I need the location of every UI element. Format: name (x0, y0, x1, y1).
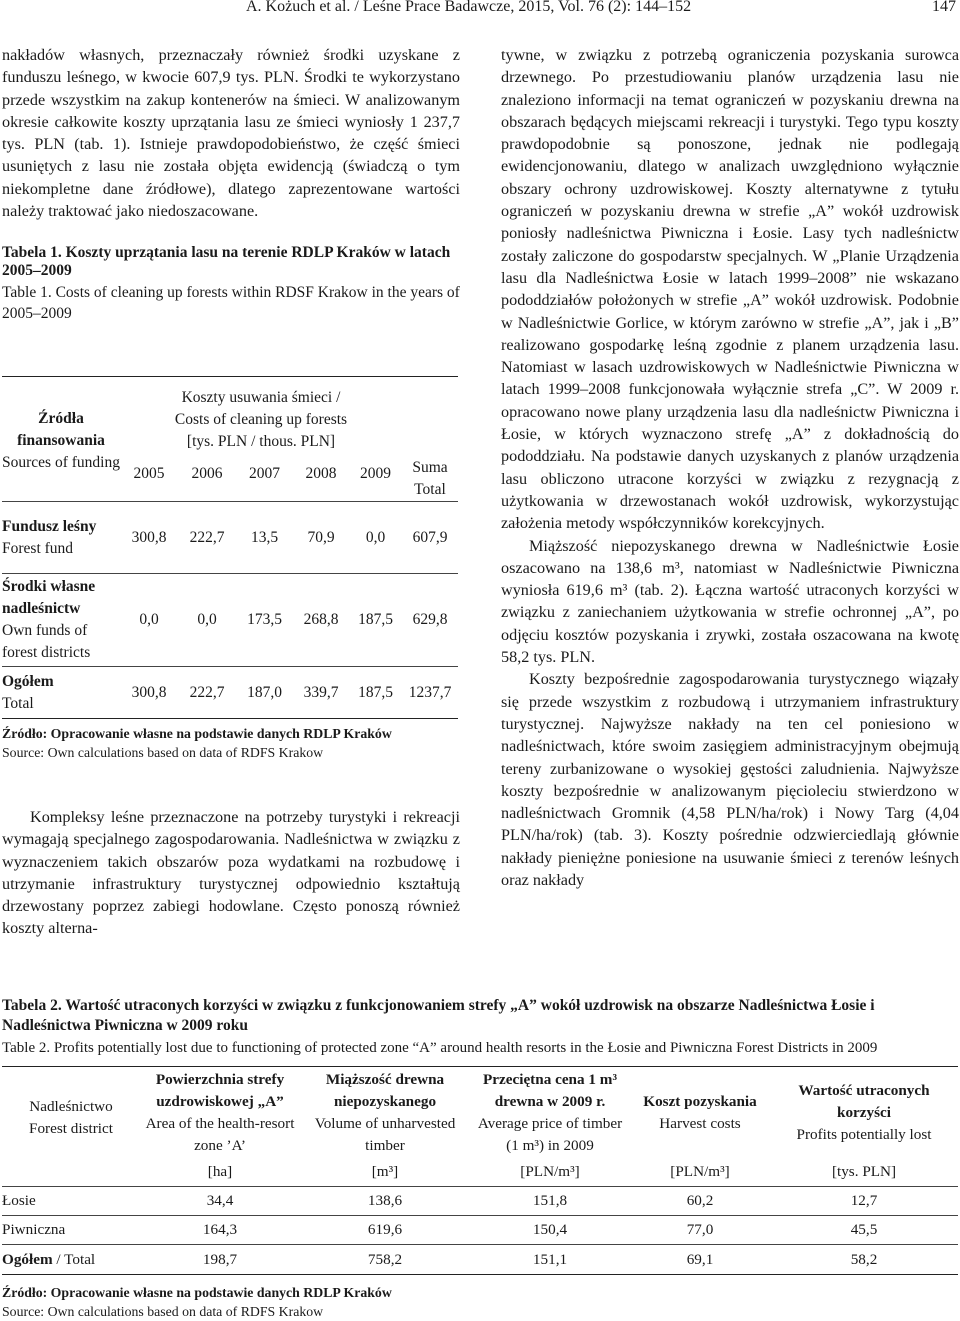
left-lower-text (2, 806, 460, 940)
table1-year: 2009 (360, 465, 391, 483)
table2-cell: 58,2 (850, 1250, 878, 1268)
table2-cell: 60,2 (686, 1192, 714, 1209)
table1-cell: 300,8 (131, 528, 167, 546)
table1-head-source-pl: Źródła finansowania (17, 410, 105, 449)
table2-head-col (300, 1067, 470, 1159)
table2-head-col (630, 1067, 770, 1159)
table2-source (2, 1283, 602, 1321)
table2-cell: 69,1 (686, 1250, 714, 1268)
table2-unit: [m³] (371, 1163, 399, 1181)
table2-source-pl: Źródło: Opracowanie własne na podstawie danych RDLP Kraków (2, 1285, 392, 1300)
page-number: 147 (932, 0, 956, 15)
table2-head-pl: Nadleśnictwo (29, 1097, 113, 1115)
table1-head-cost (120, 377, 402, 458)
table2-head-col (470, 1067, 630, 1159)
right-column (501, 44, 959, 891)
table1-cell: 300,8 (131, 683, 167, 701)
table1-cell-total: 1237,7 (408, 683, 452, 701)
table1-cell: 0,0 (139, 611, 159, 628)
table2-head-col (770, 1067, 958, 1159)
table-row (2, 502, 458, 574)
table1 (2, 376, 458, 719)
table2-head-pl: Przeciętna cena 1 m³ drewna w 2009 r. (482, 1070, 617, 1110)
table1-caption (2, 244, 460, 324)
table2-head-pl: Wartość utraconych korzyści (798, 1081, 930, 1121)
table2-head-en: Area of the health-resort zone ’A’ (145, 1114, 295, 1154)
table2-source-en: Source: Own calculations based on data of RDFS Krakow (2, 1304, 324, 1319)
table1-cell: 222,7 (189, 683, 225, 701)
table1-head-source-en: Sources of funding (2, 454, 120, 471)
table2-head-col (2, 1067, 140, 1159)
table1-row-label-en: Forest fund (2, 539, 74, 557)
table1-cell: 187,5 (358, 611, 393, 628)
table2-cell: 151,8 (532, 1192, 568, 1209)
table1-cell: 187,5 (358, 683, 393, 701)
table2-cell: 164,3 (202, 1221, 238, 1238)
running-title: A. Kożuch et al. / Leśne Prace Badawcze, 2015, Vol. 76 (2): 144–152 (246, 0, 692, 15)
table1-cell: 13,5 (250, 528, 279, 546)
table-row (2, 1216, 958, 1245)
table2-cell: 77,0 (686, 1221, 714, 1238)
table2-unit: [ha] (207, 1163, 233, 1181)
table2-cell: 758,2 (367, 1250, 403, 1268)
table1-cell: 268,8 (303, 611, 339, 628)
table2-cell: 45,5 (850, 1221, 878, 1238)
table2-cell: 12,7 (850, 1192, 878, 1209)
left-paragraph-1: nakładów własnych, przeznaczały również środki uzyskane z funduszu leśnego, w kwocie 607,9 tys. PLN. Środki te wykorzystano przede wszystkim na zakup kontenerów na śmieci. W analizowanym okresie całkowite koszty uprzątania lasu ze śmieci wyniosły 1 237,7 tys. PLN (tab. 1). Istnieje prawdopodobieństwo, że część śmieci usuniętych z lasu nie została objęta ewidencją (świadczą o tym niekompletne dane źródłowe), dlatego zaprezentowane wartości należy traktować jako niedoszacowane. (2, 46, 460, 221)
table1-source (2, 724, 460, 762)
table1-head-sum-pl: Suma (412, 459, 448, 476)
table-row (2, 574, 458, 667)
table1-year: 2006 (191, 465, 223, 483)
table2-unit: [PLN/m³] (520, 1163, 580, 1181)
table2-head-pl: Powierzchnia strefy uzdrowiskowej „A” (155, 1070, 285, 1110)
table1-row-label-en: Own funds of forest districts (2, 622, 91, 661)
table2-cell: 198,7 (202, 1250, 238, 1268)
table2-row-name-en: / Total (52, 1250, 96, 1268)
table2-cell: 619,6 (367, 1221, 403, 1238)
table2-row-name: Piwniczna (2, 1221, 66, 1238)
table1-cell: 70,9 (307, 528, 335, 546)
table1-year: 2005 (133, 465, 165, 483)
table2-unit: [PLN/m³] (670, 1163, 730, 1181)
table2-row-name: Łosie (2, 1192, 36, 1209)
table2-head-col (140, 1067, 300, 1159)
table1-cell-total: 629,8 (412, 611, 448, 628)
table2-cell: 150,4 (532, 1221, 568, 1238)
table2-head-en: Forest district (29, 1119, 113, 1137)
right-paragraph-2: Miąższość niepozyskanego drewna w Nadleśnictwie Łosie oszacowano na 138,6 m³, natomiast w Nadleśnictwie Piwniczna wyniosła 619,6 m³ (tab. 2). Łączna wartość utraconych korzyści w związku z zaniechaniem użytkowania w strefie ochronnej „A”, po odjęciu kosztów pozyskania i zrywki, została oszacowana na kwotę 58,2 tys. PLN. (501, 536, 959, 667)
right-paragraph-1: tywne, w związku z potrzebą ograniczenia pozyskania surowca drzewnego. Po przestudiowaniu planów urządzenia lasu nie znaleziono informacji na temat ograniczeń w pozyskaniu drewna na obszarach będących miejscami rekreacji i turystyki. Tego typu koszty prawdopodobnie są ponoszone, jednak nie podlegają ewidencjonowaniu, dlatego w analizach uwzględniono wyłącznie obszary ochrony uzdrowiskowej. Koszty alternatywne z tytułu ograniczeń w pozyskaniu drewna w strefie „A” wokół uzdrowisk poniosły nadleśnictwa Piwniczna i Łosie. Lasy tych nadleśnictw zostały zaliczone do gospodarstw specjalnych. W „Planie Urządzenia lasu dla Nadleśnictwa Łosie w latach 1999–2008” nie wskazano pododdziałów położonych w strefie „A” wokół uzdrowisk. Podobnie w Nadleśnictwie Gorlice, w którym zarówno w strefie „A”, jak i „B” realizowano gospodarkę leśną zgodnie z planem urządzenia lasu. Natomiast w lasach uzdrowiskowych w Nadleśnictwie Piwniczna w latach 1999–2008 funkcjonowała wyłącznie strefa „C”. W 2009 r. opracowano nowe plany urządzenia lasu dla nadleśnictw Piwniczna i Łosie, w których wyznaczono strefę „A” z dokładnością do pododdziału. Na podstawie danych uzyskanych z planów urządzenia lasu obliczono utracone korzyści w związku z rezygnacją z użytkowania w drzewostanach wokół uzdrowisk, wykorzystując założenia metody współczynników korekcyjnych. (501, 46, 959, 533)
table1-head-unit-pl: [tys. PLN (186, 433, 248, 451)
table1-cell: 187,0 (247, 683, 282, 701)
table2-cell: 138,6 (367, 1192, 403, 1209)
table2-head-en: Average price of timber (1 m³) in 2009 (477, 1114, 623, 1154)
left-paragraph-2: Kompleksy leśne przeznaczone na potrzeby turystyki i rekreacji wymagają specjalnego zagospodarowania. Nadleśnictwa w związku z wyznaczeniem takich obszarów poza wydatkami na rozbudowę i utrzymanie infrastruktury turystycznej odpowiednio kształtują drzewostany poprzez zabiegi hodowlane. Często ponoszą również koszty alterna- (2, 808, 460, 938)
table1-source-en: Source: Own calculations based on data of RDFS Krakow (2, 745, 324, 760)
left-column (2, 44, 460, 324)
table2-head-en: Harvest costs (659, 1114, 741, 1132)
table1-head-sum-en: Total (414, 481, 446, 498)
table1-cell: 173,5 (247, 611, 282, 628)
table1-row-label-pl: Ogółem (2, 672, 54, 690)
table2-head-pl: Miąższość drewna niepozyskanego (325, 1070, 445, 1110)
table1-caption-pl: Tabela 1. Koszty uprzątania lasu na terenie RDLP Kraków w latach 2005–2009 (2, 244, 451, 280)
table2 (2, 1066, 958, 1275)
table1-source-pl: Źródło: Opracowanie własne na podstawie danych RDLP Kraków (2, 726, 392, 741)
table1-row-label-pl: Środki własne nadleśnictw (2, 578, 96, 617)
table-row (2, 1245, 958, 1275)
table2-cell: 151,1 (532, 1250, 568, 1268)
table2-unit (2, 1159, 140, 1187)
table1-head-unit-en: / thous. PLN] (247, 433, 336, 451)
table-row (2, 1187, 958, 1216)
table1-year: 2007 (249, 465, 280, 483)
table2-head-en: Volume of unharvested timber (314, 1114, 456, 1154)
table1-head-source (2, 377, 120, 502)
table2-head-en: Profits potentially lost (796, 1125, 932, 1143)
table2-head-pl: Koszt pozyskania (643, 1092, 757, 1110)
table2-unit: [tys. PLN] (831, 1163, 897, 1181)
table1-cell: 0,0 (197, 611, 217, 628)
table2-caption (2, 996, 960, 1058)
table1-cell-total: 607,9 (412, 528, 448, 546)
table2-row-name: Ogółem (2, 1250, 53, 1268)
table2-cell: 34,4 (206, 1192, 234, 1209)
table-row (2, 667, 458, 719)
table2-caption-en: Table 2. Profits potentially lost due to functioning of protected zone “A” around health resorts in the Łosie and Piwniczna Forest Districts in 2009 (2, 1040, 878, 1056)
table1-year: 2008 (305, 465, 337, 483)
right-paragraph-3: Koszty bezpośrednie zagospodarowania turystycznego wiązały się przede wszystkim z rozbudową i utrzymaniem infrastruktury turystycznej. Najwyższe nakłady na ten cel poniesiono w nadleśnictwach, które swoim zasięgiem administracyjnym obejmują tereny zurbanizowane o wysokiej gęstości zaludnienia. Najwyższe koszty bezpośrednie w analizowanym pięcioleciu stwierdzono w nadleśnictwach Gromnik (4,58 PLN/ha/rok) i Nowy Targ (4,04 PLN/ha/rok) (tab. 3). Koszty pośrednie odzwierciedlają głównie nakłady pieniężne poniesione na usuwanie śmieci z terenów leśnych oraz nakłady (501, 670, 959, 889)
table1-row-label-pl: Fundusz leśny (2, 517, 97, 535)
table1-head-cost-en: Costs of cleaning up forests (174, 411, 348, 429)
table1-cell: 339,7 (303, 683, 339, 701)
table1-row-label-en: Total (2, 694, 34, 712)
table1-cell: 222,7 (189, 528, 225, 546)
table2-caption-pl: Tabela 2. Wartość utraconych korzyści w związku z funkcjonowaniem strefy „A” wokół uzdrowisk na obszarze Nadleśnictwa Łosie i Nadleśnictwa Piwniczna w 2009 roku (2, 997, 875, 1034)
running-header (0, 0, 960, 18)
table1-head-sum (402, 377, 458, 502)
table1-caption-en: Table 1. Costs of cleaning up forests within RDSF Krakow in the years of 2005–2009 (2, 284, 460, 323)
table1-cell: 0,0 (365, 528, 386, 546)
table1-head-cost-pl: Koszty usuwania śmieci / (181, 389, 341, 407)
